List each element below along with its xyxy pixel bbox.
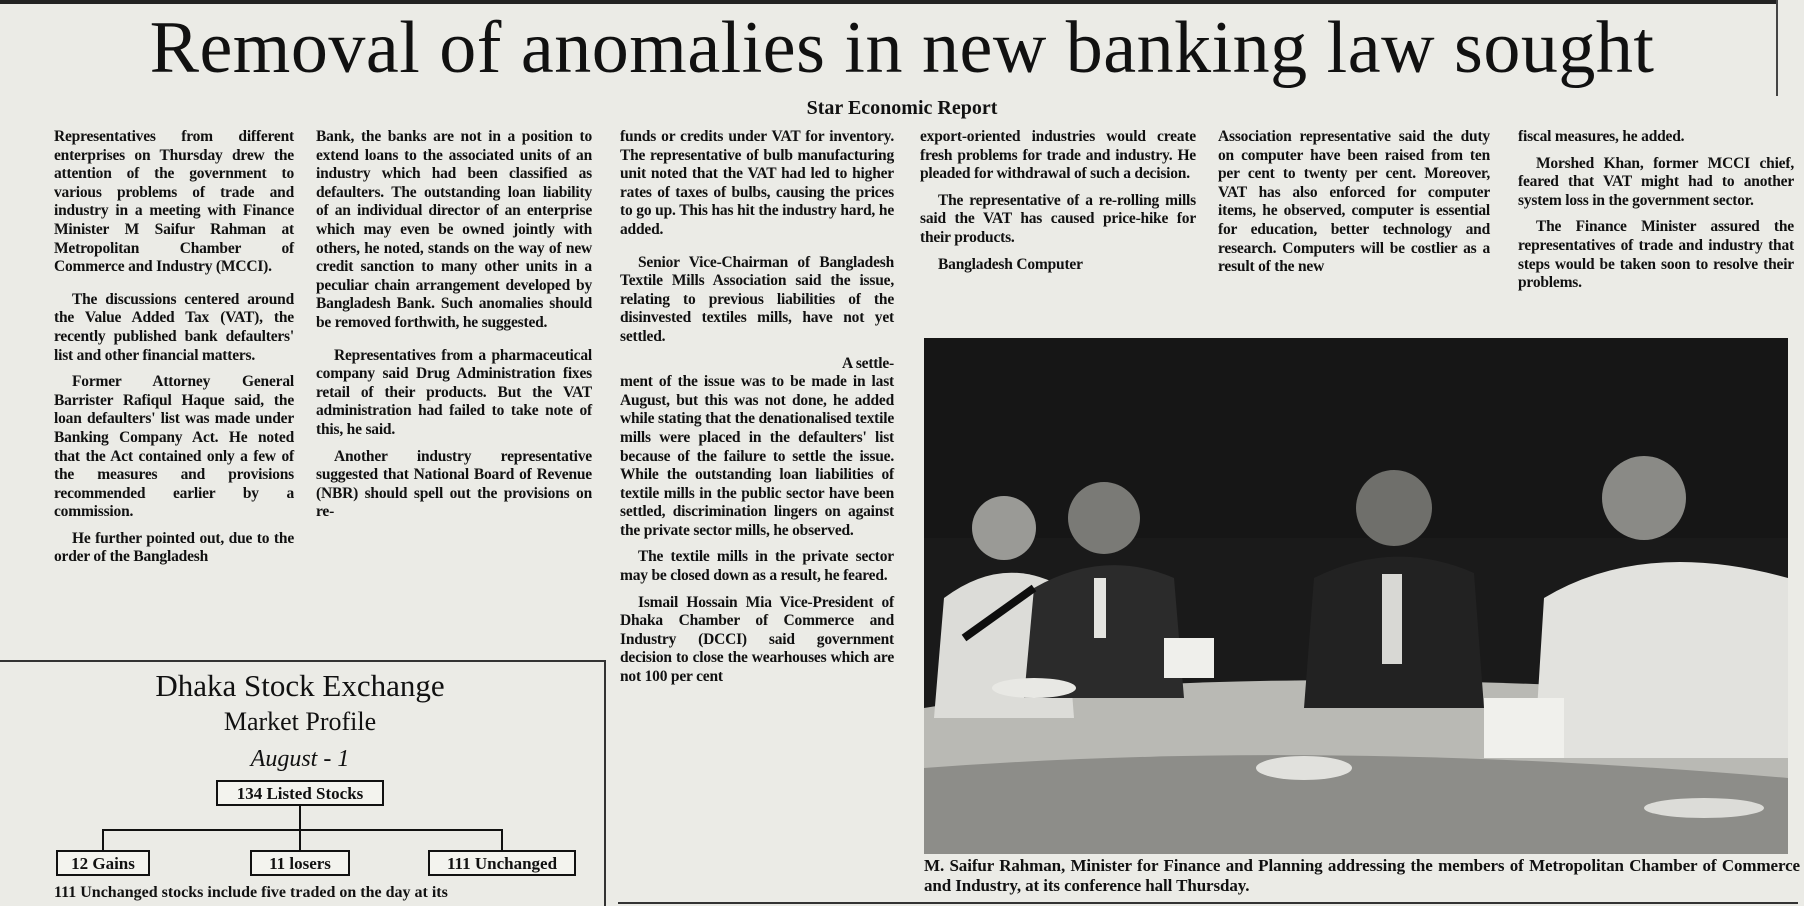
paragraph: ment of the issue was to be made in last August, but this was not done, he added while stating that the denationalised textile mills were placed in the defaulters' list because of the failure to settle the issue. While the outstanding loan liabilities of textile mills in the public sector have been settled, discrimination lingers on against the private sector mills, he observed. (620, 373, 894, 539)
paragraph: Representatives from different enterprises on Thursday drew the attention of the government to various problems of trade and industry in a meeting with Finance Minister M Saifur Rahman at Metropolitan Chamber of Commerce and Industry (MCCI). (54, 128, 294, 276)
paragraph: Another industry representative suggested that National Board of Revenue (NBR) should spell out the provisions on re- (316, 447, 592, 521)
article-column-1 (54, 128, 294, 575)
article-column-6 (1518, 128, 1794, 301)
paragraph: export-oriented industries would create fresh problems for trade and industry. He pleaded for withdrawal of such a decision. (920, 128, 1196, 183)
paragraph: The textile mills in the private sector may be closed down as a result, he feared. (620, 548, 894, 585)
stock-box-subtitle: Market Profile (223, 707, 377, 736)
paragraph: Representatives from a pharmaceutical company said Drug Administration fixes retail of their products. But the VAT administration had failed to take note of this, he said. (316, 346, 592, 438)
unchanged-box: 111 Unchanged (428, 850, 576, 876)
paragraph: Bangladesh Computer (938, 255, 1083, 273)
stock-exchange-box (0, 662, 606, 906)
stock-box-title: Dhaka Stock Exchange (155, 668, 445, 703)
paragraph: The representative of a re-rolling mills said the VAT has caused price-hike for their products. (920, 191, 1196, 246)
paragraph: Ismail Hossain Mia Vice-President of Dhaka Chamber of Commerce and Industry (DCCI) said government decision to close the wearhouses which are not 100 per cent (620, 593, 894, 686)
article-column-4 (920, 128, 1196, 282)
bottom-rule (618, 902, 1798, 904)
stock-box-date: August - 1 (250, 746, 350, 772)
article-column-2 (316, 128, 592, 530)
connector-line (299, 829, 301, 850)
connector-line (102, 829, 104, 850)
paragraph: Former Attorney General Barrister Rafiqul Haque said, the loan defaulters' list was made under Banking Company Act. He noted that the Act contained only a few of the measures and provisions recommended earlier by a commission. (54, 373, 294, 521)
news-photo (924, 338, 1788, 854)
connector-line (501, 829, 503, 850)
paragraph: fiscal measures, he added. (1518, 128, 1685, 145)
paragraph: The discussions centered around the Value Added Tax (VAT), the recently published bank defaulters' list and other financial matters. (54, 290, 294, 364)
article-column-3 (620, 128, 894, 695)
article-column-5 (1218, 128, 1490, 285)
byline: Star Economic Report (806, 97, 998, 119)
paragraph: Bank, the banks are not in a position to extend loans to the associated units of an industry which had been classified as defaulters. The outstanding loan liability of an individual director of an enterprise which may even be owned jointly with others, he noted, stands on the way of new credit sanction to many other units in a peculiar chain arrangement developed by Bangladesh Bank. Such anomalies should be removed forthwith, he suggested. (316, 128, 592, 331)
gains-box: 12 Gains (56, 850, 150, 876)
losers-box: 11 losers (250, 850, 350, 876)
connector-line (299, 806, 301, 830)
headline: Removal of anomalies in new banking law sought (149, 7, 1655, 89)
paragraph: Association representative said the duty on computer have been raised from ten per cent to twenty per cent. Moreover, VAT has also enforced for computer items, he observed, computer is essential for education, better technology and research. Computers will be costlier as a result of the new (1218, 128, 1490, 276)
meeting-photo-illustration (924, 338, 1788, 854)
stock-box-note: 111 Unchanged stocks include five traded on the day at its (54, 884, 448, 901)
paragraph: The Finance Minister assured the representatives of trade and industry that steps would be taken soon to resolve their problems. (1518, 218, 1794, 292)
paragraph: A settle- (842, 354, 894, 372)
photo-caption: M. Saifur Rahman, Minister for Finance and Planning addressing the members of Metropolitan Chamber of Commerce and Industry, at its conference hall Thursday. (924, 856, 1800, 895)
paragraph: He further pointed out, due to the order of the Bangladesh (54, 529, 294, 566)
paragraph: Senior Vice-Chairman of Bangladesh Textile Mills Association said the issue, relating to previous liabilities of the disinvested textiles mills, have not yet settled. (620, 253, 894, 345)
connector-line (102, 829, 503, 831)
paragraph: funds or credits under VAT for inventory. The representative of bulb manufacturing unit noted that the VAT had led to higher rates of taxes of bulbs, causing the prices to go up. This has hit the industry hard, he added. (620, 128, 894, 238)
paragraph: Morshed Khan, former MCCI chief, feared that VAT might had to another system loss in the government sector. (1518, 154, 1794, 209)
listed-stocks-box: 134 Listed Stocks (216, 780, 384, 806)
